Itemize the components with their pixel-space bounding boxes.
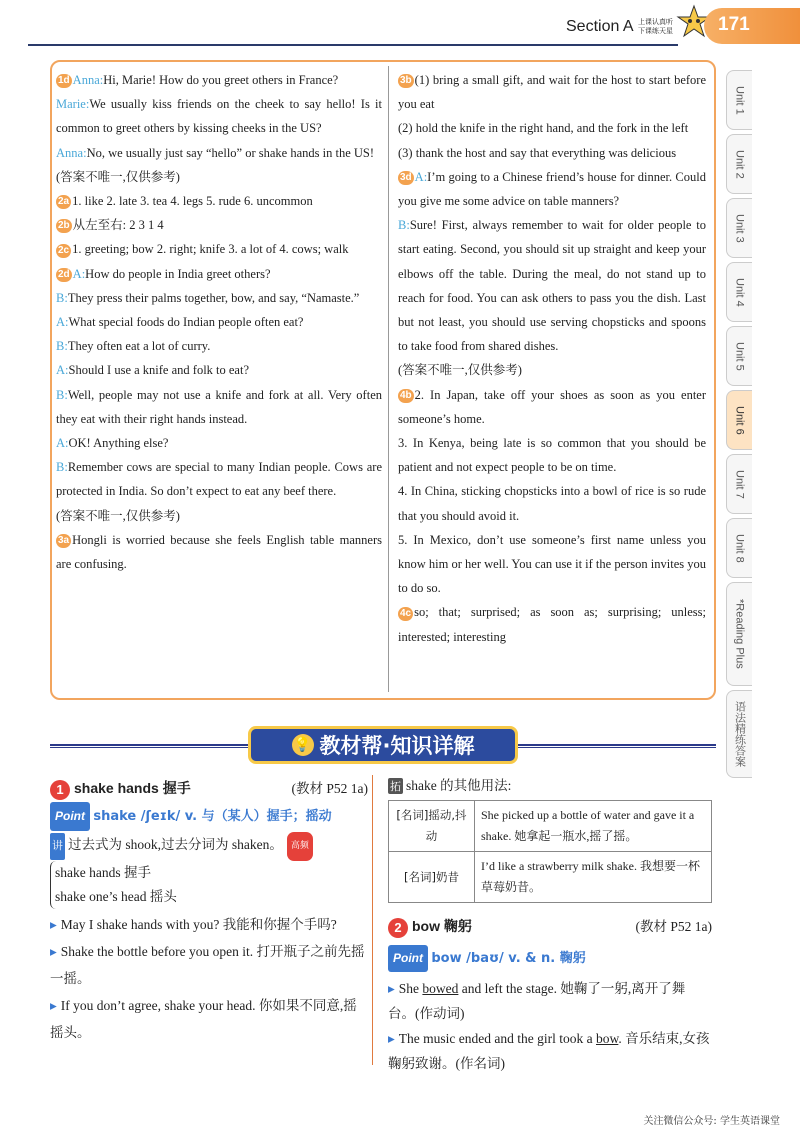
answer-text: They press their palms together, bow, and say, “Namaste.” xyxy=(67,290,360,305)
answer-line xyxy=(398,68,706,116)
item-title-wrap xyxy=(388,914,472,939)
section-subtitle xyxy=(638,18,673,36)
item-number: 2 xyxy=(388,918,408,938)
item-title: shake hands 握手 xyxy=(74,780,191,796)
speaker: B: xyxy=(56,290,68,305)
section-sub-line2: 下课练天星 xyxy=(638,27,673,35)
answer-line xyxy=(56,237,382,261)
tab-unit-6[interactable] xyxy=(726,390,752,450)
answer-line xyxy=(56,528,382,576)
speaker: B: xyxy=(56,339,68,354)
example xyxy=(50,938,368,992)
answer-text: 1. like 2. late 3. tea 4. legs 5. rude 6. uncommon xyxy=(72,194,313,209)
example xyxy=(50,992,368,1046)
bullet-icon: ▸ xyxy=(388,1031,395,1047)
tab-label: 语法精练答案 xyxy=(733,701,746,767)
answer-text: Remember cows are special to many Indian people. Cows are protected in India. So don’t expect to eat any beef there. xyxy=(56,460,382,499)
lightbulb-icon: 💡 xyxy=(292,734,314,756)
answer-text: I’m going to a Chinese friend’s house for dinner. Could you give me some advice on table manners? xyxy=(398,169,706,209)
tab-label: Unit 4 xyxy=(733,277,746,307)
extension-title-text: shake 的其他用法: xyxy=(406,778,512,793)
speaker: Marie: xyxy=(56,97,90,112)
answers-right-column xyxy=(398,68,706,649)
tab-unit-7[interactable] xyxy=(726,454,752,514)
answer-line xyxy=(56,213,382,237)
textbook-ref: (教材 P52 1a) xyxy=(635,919,712,934)
bullet-icon: ▸ xyxy=(50,916,57,932)
answer-line xyxy=(56,358,382,382)
table-row xyxy=(389,801,712,852)
tab-unit-1[interactable] xyxy=(726,70,752,130)
answer-note: (答案不唯一,仅供参考) xyxy=(398,363,522,378)
knowledge-item-2 xyxy=(388,914,712,1076)
label-badge: 1d xyxy=(58,75,70,87)
speaker: A: xyxy=(56,436,69,451)
answer-note: (答案不唯一,仅供参考) xyxy=(56,508,180,523)
answer-line xyxy=(56,431,382,455)
answer-text: What special foods do Indian people often eat? xyxy=(68,315,304,330)
point-text: shake /ʃeɪk/ v. 与（某人）握手；摇动 xyxy=(93,809,332,824)
answer-line: (2) hold the knife in the right hand, and the fork in the left xyxy=(398,121,689,136)
table-cell-pos: [名词]奶昔 xyxy=(389,852,475,903)
answer-line: 5. In Mexico, don’t use someone’s first name unless you know him or her well. You can use it if the person invites you to do so. xyxy=(398,532,706,596)
answer-text: so; that; surprised; as soon as; surprising; unless; interested; interesting xyxy=(398,605,706,644)
speaker: B: xyxy=(398,218,410,233)
label-badge: 2c xyxy=(58,244,70,256)
answer-text: No, we usually just say “hello” or shake hands in the US! xyxy=(86,145,375,160)
label-badge: 2a xyxy=(58,196,70,208)
section-title: Section A xyxy=(566,18,634,35)
hot-badge: 高频 xyxy=(287,832,313,861)
banner-title: 教材帮·知识详解 xyxy=(319,734,475,758)
answer-text: How do people in India greet others? xyxy=(85,266,271,281)
example-text: and left the stage. 她鞠了一躬,离开了舞台。(作动词) xyxy=(388,981,686,1022)
answer-text: Should I use a knife and folk to eat? xyxy=(68,363,250,378)
column-divider xyxy=(388,66,389,692)
note-text: 过去式为 shook,过去分词为 shaken。 xyxy=(68,837,283,853)
tab-label: *Reading Plus xyxy=(733,599,746,669)
answer-line: (3) thank the host and say that everything was delicious xyxy=(398,145,677,160)
bullet-icon: ▸ xyxy=(50,997,57,1013)
tab-reading-plus[interactable] xyxy=(726,582,752,686)
item-title: bow 鞠躬 xyxy=(412,918,472,934)
tab-unit-3[interactable] xyxy=(726,198,752,258)
note-row xyxy=(50,831,368,860)
speaker: A: xyxy=(72,266,86,281)
answer-line xyxy=(56,189,382,213)
speaker: A: xyxy=(56,363,69,378)
table-cell-pos: [名词]摇动,抖动 xyxy=(389,801,475,852)
knowledge-item-1 xyxy=(50,775,368,1046)
point-row xyxy=(388,945,712,972)
tab-unit-5[interactable] xyxy=(726,326,752,386)
answer-line xyxy=(398,213,706,358)
answer-line xyxy=(56,383,382,431)
tab-label: Unit 3 xyxy=(733,213,746,243)
section-banner xyxy=(248,726,518,764)
bullet-icon: ▸ xyxy=(50,943,57,959)
header-rule xyxy=(28,44,678,46)
textbook-ref: (教材 P52 1a) xyxy=(291,781,368,796)
answer-text: 1. greeting; bow 2. right; knife 3. a lot of 4. cows; walk xyxy=(72,242,349,257)
answer-text: Hi, Marie! How do you greet others in France? xyxy=(103,73,339,87)
label-badge: 2b xyxy=(58,220,70,232)
example-keyword: bow xyxy=(595,1031,619,1047)
label-badge: 3a xyxy=(58,534,70,546)
answer-text: (1) bring a small gift, and wait for the host to start before you eat xyxy=(398,73,706,112)
item-title-wrap xyxy=(50,775,191,802)
answer-line xyxy=(56,68,382,92)
answer-line xyxy=(56,286,382,310)
tab-unit-4[interactable] xyxy=(726,262,752,322)
answer-line xyxy=(398,165,706,213)
answer-text: We usually kiss friends on the cheek to say hello! Is it common to greet others by kissing cheeks in the US? xyxy=(56,97,382,136)
phrase-group xyxy=(50,861,368,909)
answer-text: 从左至右: 2 3 1 4 xyxy=(72,218,164,233)
answer-line xyxy=(398,383,706,431)
example-text: May I shake hands with you? 我能和你握个手吗? xyxy=(60,916,337,932)
speaker: Anna: xyxy=(56,145,87,160)
speaker: A: xyxy=(56,315,69,330)
section-sub-line1: 上课认真听 xyxy=(638,18,673,26)
tab-unit-8[interactable] xyxy=(726,518,752,578)
tuo-icon: 拓 xyxy=(388,778,403,794)
point-badge: Point xyxy=(388,945,428,972)
point-text: bow /baʊ/ v. & n. 鞠躬 xyxy=(431,951,586,966)
answer-line xyxy=(56,92,382,140)
bullet-icon: ▸ xyxy=(388,981,395,997)
speaker: A: xyxy=(414,169,428,184)
example xyxy=(50,911,368,938)
example-text: Shake the bottle before you open it. 打开瓶子之前先摇一摇。 xyxy=(50,943,365,986)
footer-note: 关注微信公众号: 学生英语课堂 xyxy=(643,1116,780,1127)
tab-label: Unit 6 xyxy=(733,405,746,435)
example-text: . 音乐结束,女孩鞠躬致谢。(作名词) xyxy=(388,1031,710,1072)
example-keyword: bowed xyxy=(422,981,459,997)
jiang-icon: 讲 xyxy=(50,833,65,860)
label-badge: 2d xyxy=(58,268,70,280)
example-text: If you don’t agree, shake your head. 你如果不同意,摇摇头。 xyxy=(50,997,357,1040)
answer-text: Sure! First, always remember to wait for older people to start eating. Second, you should sit up straight and keep your elbows off the table. During the meal, do not stand up to reach for food. You can ask others to pass you the dish. Last but not least, you should use serving chopsticks and spoons to take food from shared dishes. xyxy=(398,218,706,354)
answer-line: 3. In Kenya, being late is so common that you should be patient and not expect people to be on time. xyxy=(398,436,706,475)
label-badge: 4b xyxy=(400,389,412,401)
answer-text: Hongli is worried because she feels English table manners are confusing. xyxy=(56,532,382,572)
tab-label: Unit 2 xyxy=(733,149,746,179)
answer-line xyxy=(56,455,382,503)
point-row xyxy=(50,802,368,831)
example-text: She xyxy=(398,981,423,997)
example xyxy=(388,976,712,1026)
answer-text: 2. In Japan, take off your shoes as soon as you enter someone’s home. xyxy=(398,387,706,426)
item-header xyxy=(50,775,368,802)
answer-line xyxy=(56,334,382,358)
answer-line xyxy=(56,310,382,334)
label-badge: 3d xyxy=(400,171,412,183)
tab-label: Unit 5 xyxy=(733,341,746,371)
label-badge: 3b xyxy=(400,75,412,87)
table-cell-example: She picked up a bottle of water and gave it a shake. 她拿起一瓶水,摇了摇。 xyxy=(475,801,712,852)
tab-label: Unit 8 xyxy=(733,533,746,563)
point-badge: Point xyxy=(50,802,90,831)
tab-label: Unit 1 xyxy=(733,85,746,115)
example-text: The music ended and the girl took a xyxy=(398,1031,596,1047)
speaker: B: xyxy=(56,387,68,402)
table-cell-example: I’d like a strawberry milk shake. 我想要一杯草莓奶昔。 xyxy=(475,852,712,903)
answer-line: 4. In China, sticking chopsticks into a bowl of rice is so rude that you should avoid it. xyxy=(398,484,706,523)
unit-tabs xyxy=(726,70,752,782)
item-header xyxy=(388,914,712,939)
answer-text: They often eat a lot of curry. xyxy=(67,339,211,354)
item-number: 1 xyxy=(50,780,70,800)
label-badge: 4c xyxy=(400,607,412,619)
tab-unit-2[interactable] xyxy=(726,134,752,194)
answer-line xyxy=(56,141,382,165)
tab-label: Unit 7 xyxy=(733,469,746,499)
answer-note: (答案不唯一,仅供参考) xyxy=(56,169,180,184)
answer-line xyxy=(398,600,706,648)
table-row xyxy=(389,852,712,903)
example xyxy=(388,1026,712,1076)
usage-table xyxy=(388,800,712,903)
phrase: shake hands 握手 xyxy=(55,864,151,880)
answer-text: Well, people may not use a knife and fork at all. Very often they eat with their right hands instead. xyxy=(56,387,382,426)
phrase: shake one’s head 摇头 xyxy=(55,888,177,904)
answers-left-column xyxy=(56,68,382,576)
extension-title xyxy=(388,774,511,794)
page-number: 171 xyxy=(704,8,800,44)
answer-text: OK! Anything else? xyxy=(68,436,169,451)
bottom-column-divider xyxy=(372,775,373,1065)
speaker: Anna: xyxy=(72,73,104,87)
answer-line xyxy=(56,262,382,286)
speaker: B: xyxy=(56,460,68,475)
tab-grammar-answers[interactable] xyxy=(726,690,752,778)
